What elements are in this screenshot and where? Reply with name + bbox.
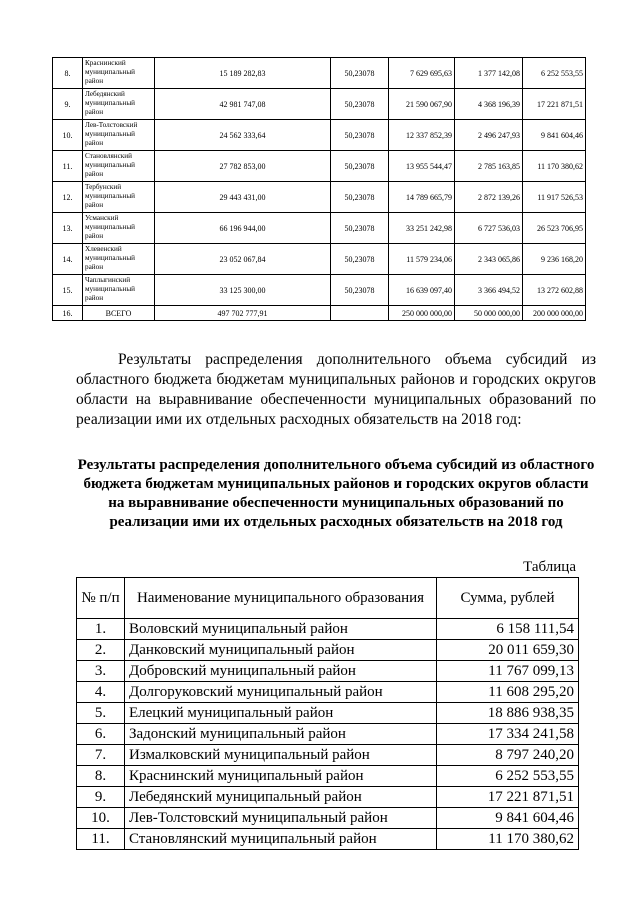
row-number: 4. xyxy=(77,682,125,703)
district-name: Елецкий муниципальный район xyxy=(125,703,437,724)
table-row xyxy=(77,745,579,766)
value-col5: 11 917 526,53 xyxy=(523,182,586,213)
row-number: 1. xyxy=(77,619,125,640)
row-number: 5. xyxy=(77,703,125,724)
table-row xyxy=(77,682,579,703)
header-sum: Сумма, рублей xyxy=(437,578,579,619)
row-number: 11. xyxy=(77,829,125,850)
sum-value: 17 221 871,51 xyxy=(437,787,579,808)
base-amount: 29 443 431,00 xyxy=(155,182,331,213)
sum-value: 9 841 604,46 xyxy=(437,808,579,829)
row-number: 13. xyxy=(53,213,83,244)
table-row xyxy=(53,120,586,151)
value-col3: 14 789 665,79 xyxy=(389,182,455,213)
continued-distribution-table xyxy=(52,57,586,321)
sum-value: 6 252 553,55 xyxy=(437,766,579,787)
district-name: Лебедянский муниципальный район xyxy=(125,787,437,808)
header-name: Наименование муниципального образования xyxy=(125,578,437,619)
district-name: Краснинский муниципальный район xyxy=(125,766,437,787)
value-col5: 13 272 602,88 xyxy=(523,275,586,306)
district-name: Становлянский муниципальный район xyxy=(83,151,155,182)
row-number: 7. xyxy=(77,745,125,766)
district-name: Долгоруковский муниципальный район xyxy=(125,682,437,703)
table-row xyxy=(77,640,579,661)
base-amount: 15 189 282,83 xyxy=(155,58,331,89)
sum-value: 20 011 659,30 xyxy=(437,640,579,661)
value-col4: 2 785 163,85 xyxy=(455,151,523,182)
total-row xyxy=(53,306,586,321)
table-row xyxy=(53,275,586,306)
base-amount: 27 782 853,00 xyxy=(155,151,331,182)
value-col3: 21 590 067,90 xyxy=(389,89,455,120)
sum-value: 11 608 295,20 xyxy=(437,682,579,703)
coefficient: 50,23078 xyxy=(331,89,389,120)
value-col4: 6 727 536,03 xyxy=(455,213,523,244)
value-col3: 12 337 852,39 xyxy=(389,120,455,151)
value-col4: 4 368 196,39 xyxy=(455,89,523,120)
district-name: Добровский муниципальный район xyxy=(125,661,437,682)
value-col3: 33 251 242,98 xyxy=(389,213,455,244)
row-number: 16. xyxy=(53,306,83,321)
table-row xyxy=(53,89,586,120)
table-header-row xyxy=(77,578,579,619)
section-heading: Результаты распределения дополнительного объема субсидий из областного бюджета бюджетам муниципальных районов и городских округов области на выравнивание обеспеченности муниципальных образований по реализации ими их отдельных расходных обязательств на 2018 год xyxy=(77,457,595,530)
row-number: 6. xyxy=(77,724,125,745)
row-number: 8. xyxy=(77,766,125,787)
value-col5: 9 841 604,46 xyxy=(523,120,586,151)
district-name: Лев-Толстовский муниципальный район xyxy=(125,808,437,829)
sum-value: 11 170 380,62 xyxy=(437,829,579,850)
value-col3: 11 579 234,06 xyxy=(389,244,455,275)
coefficient: 50,23078 xyxy=(331,58,389,89)
row-number: 10. xyxy=(77,808,125,829)
coefficient: 50,23078 xyxy=(331,213,389,244)
value-col4: 3 366 494,52 xyxy=(455,275,523,306)
coefficient: 50,23078 xyxy=(331,244,389,275)
table-row xyxy=(53,58,586,89)
value-col5: 200 000 000,00 xyxy=(523,306,586,321)
value-col3: 250 000 000,00 xyxy=(389,306,455,321)
sum-value: 8 797 240,20 xyxy=(437,745,579,766)
value-col5: 17 221 871,51 xyxy=(523,89,586,120)
value-col3: 16 639 097,40 xyxy=(389,275,455,306)
district-name: Задонский муниципальный район xyxy=(125,724,437,745)
base-amount: 24 562 333,64 xyxy=(155,120,331,151)
value-col4: 2 872 139,26 xyxy=(455,182,523,213)
row-number: 8. xyxy=(53,58,83,89)
coefficient: 50,23078 xyxy=(331,182,389,213)
value-col4: 2 496 247,93 xyxy=(455,120,523,151)
base-amount: 66 196 944,00 xyxy=(155,213,331,244)
table-row xyxy=(53,244,586,275)
table-row xyxy=(53,182,586,213)
value-col4: 1 377 142,08 xyxy=(455,58,523,89)
table-row xyxy=(77,619,579,640)
district-name: Усманский муниципальный район xyxy=(83,213,155,244)
header-number: № п/п xyxy=(77,578,125,619)
value-col4: 2 343 065,86 xyxy=(455,244,523,275)
table-row xyxy=(77,724,579,745)
value-col5: 26 523 706,95 xyxy=(523,213,586,244)
table-row xyxy=(53,213,586,244)
coefficient: 50,23078 xyxy=(331,120,389,151)
district-name: Становлянский муниципальный район xyxy=(125,829,437,850)
district-name: Хлевенский муниципальный район xyxy=(83,244,155,275)
coefficient: 50,23078 xyxy=(331,275,389,306)
table-row xyxy=(77,829,579,850)
intro-paragraph-text: Результаты распределения дополнительного объема субсидий из областного бюджета бюджетам муниципальных районов и городских округов области на выравнивание обеспеченности муниципальных образований по реализации ими их отдельных расходных обязательств на 2018 год: xyxy=(76,351,596,428)
subsidy-table xyxy=(76,577,579,850)
row-number: 12. xyxy=(53,182,83,213)
table-label: Таблица xyxy=(523,559,576,575)
district-name: Воловский муниципальный район xyxy=(125,619,437,640)
row-number: 14. xyxy=(53,244,83,275)
district-name: Лебедянский муниципальный район xyxy=(83,89,155,120)
table-row xyxy=(77,787,579,808)
base-amount: 497 702 777,91 xyxy=(155,306,331,321)
value-col5: 11 170 380,62 xyxy=(523,151,586,182)
table-row xyxy=(77,703,579,724)
table-row xyxy=(77,766,579,787)
district-name: Тербунский муниципальный район xyxy=(83,182,155,213)
value-col4: 50 000 000,00 xyxy=(455,306,523,321)
coefficient: 50,23078 xyxy=(331,151,389,182)
table-row xyxy=(53,151,586,182)
sum-value: 18 886 938,35 xyxy=(437,703,579,724)
district-name: Лев-Толстовский муниципальный район xyxy=(83,120,155,151)
district-name: Краснинский муниципальный район xyxy=(83,58,155,89)
intro-paragraph xyxy=(76,350,596,430)
row-number: 9. xyxy=(53,89,83,120)
district-name: Чаплыгинский муниципальный район xyxy=(83,275,155,306)
row-number: 3. xyxy=(77,661,125,682)
value-col3: 13 955 544,47 xyxy=(389,151,455,182)
coefficient xyxy=(331,306,389,321)
table-row xyxy=(77,808,579,829)
row-number: 10. xyxy=(53,120,83,151)
row-number: 9. xyxy=(77,787,125,808)
total-label: ВСЕГО xyxy=(83,306,155,321)
value-col5: 6 252 553,55 xyxy=(523,58,586,89)
base-amount: 23 052 067,84 xyxy=(155,244,331,275)
row-number: 2. xyxy=(77,640,125,661)
base-amount: 42 981 747,08 xyxy=(155,89,331,120)
row-number: 11. xyxy=(53,151,83,182)
value-col5: 9 236 168,20 xyxy=(523,244,586,275)
sum-value: 6 158 111,54 xyxy=(437,619,579,640)
value-col3: 7 629 695,63 xyxy=(389,58,455,89)
row-number: 15. xyxy=(53,275,83,306)
district-name: Данковский муниципальный район xyxy=(125,640,437,661)
district-name: Измалковский муниципальный район xyxy=(125,745,437,766)
table-row xyxy=(77,661,579,682)
sum-value: 17 334 241,58 xyxy=(437,724,579,745)
sum-value: 11 767 099,13 xyxy=(437,661,579,682)
base-amount: 33 125 300,00 xyxy=(155,275,331,306)
